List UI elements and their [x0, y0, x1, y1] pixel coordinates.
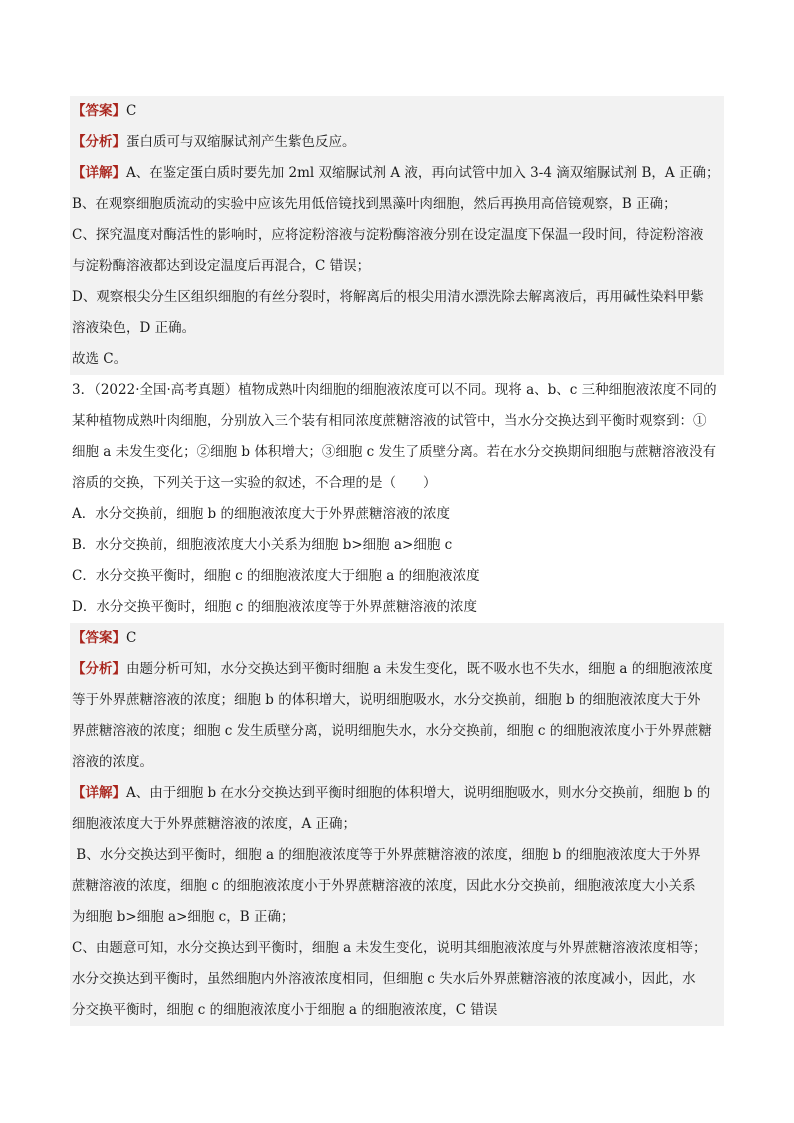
- analysis-tag: 【分析】: [72, 661, 126, 677]
- q2-detail-line: 溶液染色，D 正确。: [72, 320, 196, 336]
- analysis-text: 蛋白质可与双缩脲试剂产生紫色反应。: [126, 134, 356, 150]
- q3-detail-line: [72, 778, 724, 809]
- q3-option-b: B．水分交换前，细胞液浓度大小关系为细胞 b>细胞 a>细胞 c: [72, 537, 453, 553]
- q3-stem-line: 溶质的交换，下列关于这一实验的叙述，不合理的是（ ）: [72, 475, 437, 491]
- q3-detail-line: 水分交换达到平衡时，虽然细胞内外溶液浓度相同，但细胞 c 失水后外界蔗糖溶液的浓度减小，因此，水: [72, 971, 696, 987]
- answer-value: C: [126, 630, 137, 646]
- detail-text: A、由于细胞 b 在水分交换达到平衡时细胞的体积增大，说明细胞吸水，则水分交换前，细胞 b 的: [126, 785, 711, 801]
- q2-answer-line: [72, 96, 724, 127]
- q2-detail-line: [72, 158, 724, 189]
- q2-detail-line: C、探究温度对酶活性的影响时，应将淀粉溶液与淀粉酶溶液分别在设定温度下保温一段时间，待淀粉溶液: [72, 227, 704, 243]
- q3-analysis-line: 溶液的浓度。: [72, 754, 153, 770]
- q3-detail-line: 分交换平衡时，细胞 c 的细胞液浓度小于细胞 a 的细胞液浓度，C 错误: [72, 1002, 498, 1018]
- detail-tag: 【详解】: [72, 165, 126, 181]
- q3-analysis-line: 界蔗糖溶液的浓度；细胞 c 发生质壁分离，说明细胞失水，水分交换前，细胞 c 的细胞液浓度小于外界蔗糖: [72, 723, 712, 739]
- q3-analysis-line: 等于外界蔗糖溶液的浓度；细胞 b 的体积增大，说明细胞吸水，水分交换前，细胞 b 的细胞液浓度大于外: [72, 692, 701, 708]
- q3-detail-line: 细胞液浓度大于外界蔗糖溶液的浓度，A 正确；: [72, 816, 357, 832]
- q3-detail-line: C、由题意可知，水分交换达到平衡时，细胞 a 未发生变化，说明其细胞液浓度与外界蔗糖溶液浓度相等；: [72, 940, 707, 956]
- q2-detail-line: D、观察根尖分生区组织细胞的有丝分裂时，将解离后的根尖用清水漂洗除去解离液后，再用碱性染料甲紫: [72, 289, 704, 305]
- answer-tag: 【答案】: [72, 103, 126, 119]
- analysis-tag: 【分析】: [72, 134, 126, 150]
- q3-detail-line: B、水分交换达到平衡时，细胞 a 的细胞液浓度等于外界蔗糖溶液的浓度，细胞 b 的细胞液浓度大于外界: [72, 847, 701, 863]
- q3-solution: [70, 623, 724, 1026]
- detail-text: A、在鉴定蛋白质时要先加 2ml 双缩脲试剂 A 液，再向试管中加入 3-4 滴双缩脲试剂 B，A 正确；: [126, 165, 720, 181]
- q3-option-c: C．水分交换平衡时，细胞 c 的细胞液浓度大于细胞 a 的细胞液浓度: [72, 568, 480, 584]
- answer-value: C: [126, 103, 137, 119]
- q3-option-d: D．水分交换平衡时，细胞 c 的细胞液浓度等于外界蔗糖溶液的浓度: [72, 599, 477, 615]
- q2-solution: [70, 96, 724, 375]
- q2-analysis-line: [72, 127, 724, 158]
- q3-question: [70, 375, 724, 623]
- q3-analysis-line: [72, 654, 724, 685]
- q3-stem-line: 3．（2022·全国·高考真题）植物成熟叶肉细胞的细胞液浓度可以不同。现将 a、b、c 三种细胞液浓度不同的: [72, 382, 717, 398]
- q3-stem-line: 某种植物成熟叶肉细胞，分别放入三个装有相同浓度蔗糖溶液的试管中，当水分交换达到平衡时观察到：①: [72, 413, 707, 429]
- q3-stem-line: 细胞 a 未发生变化；②细胞 b 体积增大；③细胞 c 发生了质壁分离。若在水分交换期间细胞与蔗糖溶液没有: [72, 444, 716, 460]
- q2-conclusion: 故选 C。: [72, 351, 128, 367]
- q2-detail-line: 与淀粉酶溶液都达到设定温度后再混合，C 错误；: [72, 258, 371, 274]
- q3-answer-line: [72, 623, 724, 654]
- q3-option-a: A．水分交换前，细胞 b 的细胞液浓度大于外界蔗糖溶液的浓度: [72, 506, 450, 522]
- page-content: [70, 96, 724, 1026]
- q3-detail-line: 蔗糖溶液的浓度，细胞 c 的细胞液浓度小于外界蔗糖溶液的浓度，因此水分交换前，细胞液浓度大小关系: [72, 878, 696, 894]
- analysis-text: 由题分析可知，水分交换达到平衡时细胞 a 未发生变化，既不吸水也不失水，细胞 a 的细胞液浓度: [126, 661, 713, 677]
- answer-tag: 【答案】: [72, 630, 126, 646]
- q2-detail-line: B、在观察细胞质流动的实验中应该先用低倍镜找到黑藻叶肉细胞，然后再换用高倍镜观察，B 正确；: [72, 196, 677, 212]
- q3-detail-line: 为细胞 b>细胞 a>细胞 c，B 正确；: [72, 909, 295, 925]
- detail-tag: 【详解】: [72, 785, 126, 801]
